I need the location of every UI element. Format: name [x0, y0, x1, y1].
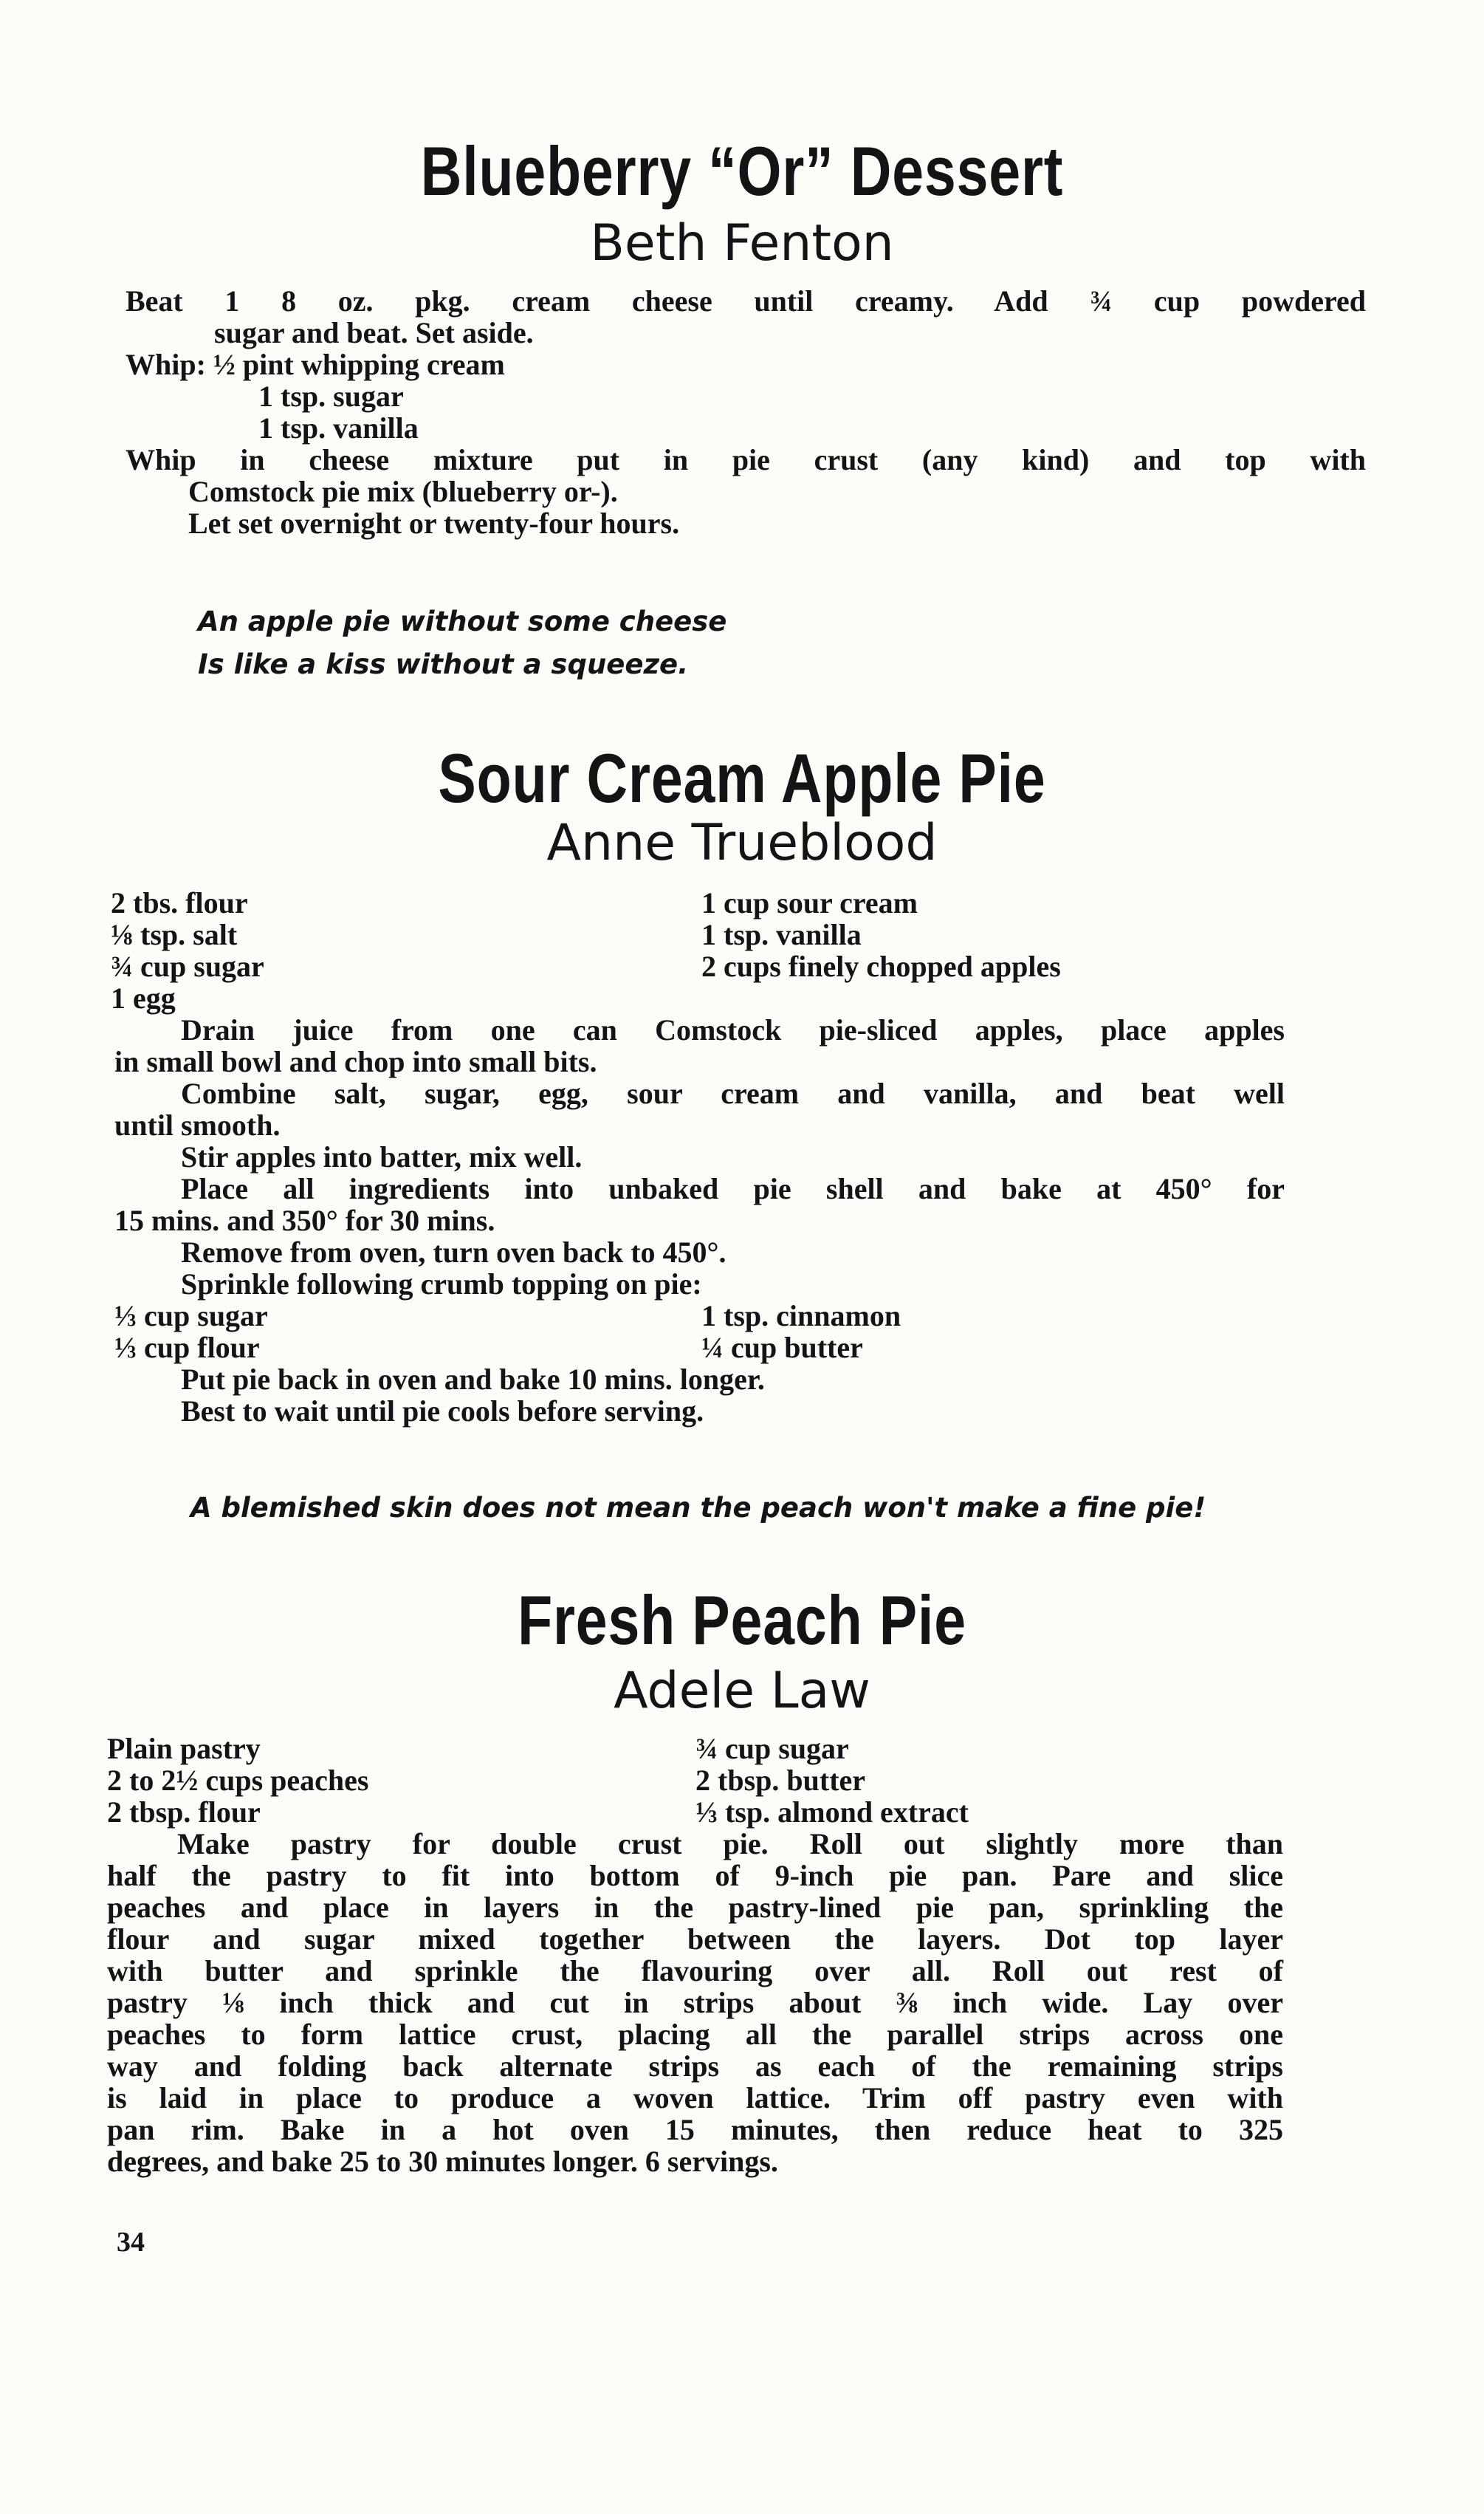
page-number: 34 [117, 2227, 145, 2258]
recipe-author-peach-pie: Adele Law [614, 1662, 870, 1720]
recipe-line: pan rim. Bake in a hot oven 15 minutes, then reduce heat to 325 [107, 2113, 1283, 2146]
recipe-author-apple-pie: Anne Trueblood [546, 814, 938, 872]
ingredient: ¾ cup sugar [695, 1732, 849, 1765]
recipe-line: pastry ⅛ inch thick and cut in strips about ⅜ inch wide. Lay over [107, 1986, 1283, 2019]
recipe-line: degrees, and bake 25 to 30 minutes longer. 6 servings. [107, 2145, 778, 2178]
recipe-line: 1 tsp. sugar [258, 380, 404, 413]
ingredient: ¾ cup sugar [111, 950, 264, 983]
recipe-author-blueberry: Beth Fenton [590, 214, 894, 273]
ingredient: 2 tbsp. flour [107, 1795, 261, 1829]
recipe-line: Drain juice from one can Comstock pie-sliced apples, place apples [181, 1013, 1285, 1047]
recipe-line: Make pastry for double crust pie. Roll out slightly more than [177, 1827, 1283, 1860]
recipe-line: Whip in cheese mixture put in pie crust (any kind) and top with [126, 443, 1366, 476]
ingredient: 1 egg [111, 982, 176, 1015]
recipe-line: Best to wait until pie cools before serving. [181, 1394, 704, 1428]
recipe-line: Combine salt, sugar, egg, sour cream and vanilla, and beat well [181, 1077, 1285, 1110]
recipe-title-sour-cream-apple-pie: Sour Cream Apple Pie [438, 739, 1046, 817]
recipe-line: Put pie back in oven and bake 10 mins. longer. [181, 1363, 765, 1396]
topping-ingredient: ⅓ cup flour [114, 1331, 260, 1364]
recipe-line: Let set overnight or twenty-four hours. [188, 507, 680, 540]
recipe-line: 15 mins. and 350° for 30 mins. [114, 1204, 495, 1237]
ingredient: 1 tsp. vanilla [701, 918, 862, 951]
topping-ingredient: ⅓ cup sugar [114, 1299, 268, 1332]
recipe-line: Place all ingredients into unbaked pie shell and bake at 450° for [181, 1172, 1285, 1205]
recipe-line: sugar and beat. Set aside. [214, 316, 534, 349]
quote-line: A blemished skin does not mean the peach won't make a fine pie! [190, 1492, 1206, 1524]
recipe-line: 1 tsp. vanilla [258, 411, 419, 445]
ingredient: 1 cup sour cream [701, 886, 918, 919]
recipe-line: half the pastry to fit into bottom of 9-inch pie pan. Pare and slice [107, 1859, 1283, 1892]
recipe-title-blueberry: Blueberry “Or” Dessert [420, 132, 1064, 210]
recipe-line: Remove from oven, turn oven back to 450°. [181, 1236, 726, 1269]
recipe-line: Comstock pie mix (blueberry or-). [188, 475, 618, 508]
recipe-line: in small bowl and chop into small bits. [114, 1045, 597, 1078]
recipe-line: with butter and sprinkle the flavouring over all. Roll out rest of [107, 1954, 1283, 1987]
recipe-line: peaches to form lattice crust, placing all the parallel strips across one [107, 2018, 1283, 2051]
ingredient: 2 tbsp. butter [695, 1764, 866, 1797]
recipe-line: flour and sugar mixed together between the layers. Dot top layer [107, 1922, 1283, 1956]
ingredient: 2 to 2½ cups peaches [107, 1764, 369, 1797]
topping-ingredient: 1 tsp. cinnamon [701, 1299, 901, 1332]
ingredient: Plain pastry [107, 1732, 261, 1765]
ingredient: 2 cups finely chopped apples [701, 950, 1061, 983]
recipe-line: Beat 1 8 oz. pkg. cream cheese until creamy. Add ¾ cup powdered [126, 284, 1366, 318]
ingredient: ⅓ tsp. almond extract [695, 1795, 969, 1829]
quote-line: Is like a kiss without a squeeze. [198, 648, 689, 680]
recipe-line: Sprinkle following crumb topping on pie: [181, 1267, 702, 1301]
ingredient: 2 tbs. flour [111, 886, 248, 919]
recipe-title-fresh-peach-pie: Fresh Peach Pie [518, 1581, 966, 1659]
recipe-line: Whip: ½ pint whipping cream [126, 348, 505, 381]
ingredient: ⅛ tsp. salt [111, 918, 238, 951]
recipe-line: is laid in place to produce a woven lattice. Trim off pastry even with [107, 2081, 1283, 2114]
recipe-line: way and folding back alternate strips as each of the remaining strips [107, 2049, 1283, 2083]
recipe-line: until smooth. [114, 1109, 281, 1142]
topping-ingredient: ¼ cup butter [701, 1331, 863, 1364]
quote-line: An apple pie without some cheese [198, 606, 727, 637]
recipe-line: peaches and place in layers in the pastry-lined pie pan, sprinkling the [107, 1891, 1283, 1924]
recipe-line: Stir apples into batter, mix well. [181, 1140, 583, 1174]
